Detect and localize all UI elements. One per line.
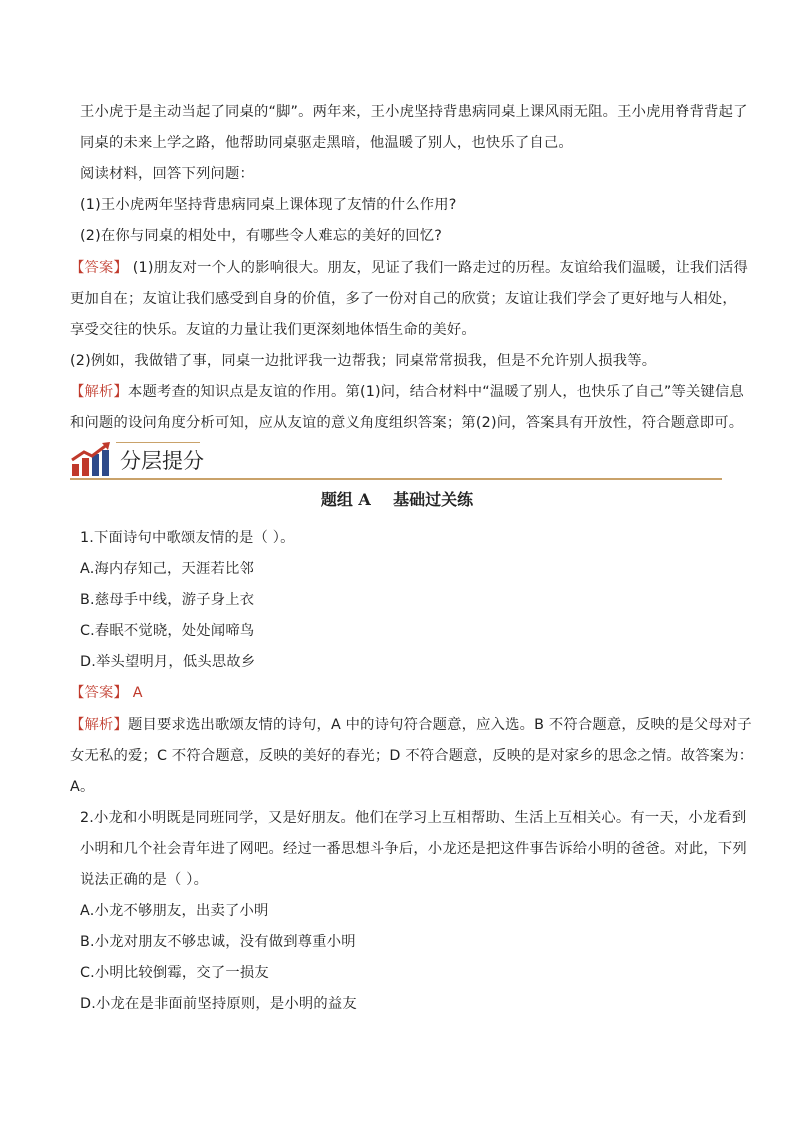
question-2-option-a: A.小龙不够朋友，出卖了小明 (80, 903, 269, 919)
reading-prompt: 阅读材料，回答下列问题： (80, 166, 254, 182)
sub-question-2: (2)在你与同桌的相处中，有哪些令人难忘的美好的回忆? (80, 228, 443, 244)
material-line-1: 王小虎于是主动当起了同桌的“脚”。两年来，王小虎坚持背患病同桌上课风雨无阻。王小虎用脊背背起了 (80, 104, 748, 120)
answer-text-1: (1)朋友对一个人的影响很大。朋友，见证了我们一路走过的历程。友谊给我们温暖，让我们活得 (128, 260, 748, 276)
answer-block-line-3: 享受交往的快乐。友谊的力量让我们更深刻地体悟生命的美好。 (70, 322, 476, 338)
answer-block-line-4: (2)例如，我做错了事，同桌一边批评我一边帮我；同桌常常损我，但是不允许别人损我等。 (70, 353, 657, 369)
question-1-option-c: C.春眠不觉晓，处处闻啼鸟 (80, 623, 255, 639)
question-1-option-b: B.慈母手中线，游子身上衣 (80, 592, 255, 608)
question-2-option-b: B.小龙对朋友不够忠诚，没有做到尊重小明 (80, 934, 356, 950)
question-2-option-c: C.小明比较倒霉，交了一损友 (80, 965, 269, 981)
q1-answer-value: A (128, 685, 143, 701)
question-2-stem-line-3: 说法正确的是（ ）。 (80, 872, 209, 888)
banner-top-rule (116, 442, 200, 443)
sub-question-1: (1)王小虎两年坚持背患病同桌上课体现了友情的什么作用? (80, 197, 457, 213)
banner-bottom-rule (70, 478, 722, 480)
answer-block-line-2: 更加自在；友谊让我们感受到自身的价值，多了一份对自己的欣赏；友谊让我们学会了更好地与人相处， (70, 291, 737, 307)
question-2-stem-line-2: 小明和几个社会青年进了网吧。经过一番思想斗争后，小龙还是把这件事告诉给小明的爸爸。对此，下列 (80, 841, 747, 857)
answer-tag: 【答案】 (70, 260, 128, 276)
analysis-block-line-1 (70, 382, 744, 402)
question-1-option-a: A.海内存知己，天涯若比邻 (80, 561, 254, 577)
answer-block-line-1 (70, 258, 748, 278)
group-title: 题组 A 基础过关练 (320, 490, 474, 509)
material-line-2: 同桌的未来上学之路，他帮助同桌驱走黑暗，他温暖了别人，也快乐了自己。 (80, 135, 573, 151)
question-2-stem-line-1: 2.小龙和小明既是同班同学，又是好朋友。他们在学习上互相帮助、生活上互相关心。有一天，小龙看到 (80, 810, 747, 826)
question-1-option-d: D.举头望明月，低头思故乡 (80, 654, 256, 670)
q1-answer-tag: 【答案】 (70, 685, 128, 701)
section-banner (70, 440, 722, 480)
analysis-block-line-2: 和问题的设问角度分析可知，应从友谊的意义角度组织答案；第(2)问，答案具有开放性，符合题意即可。 (70, 415, 744, 431)
question-2-option-d: D.小龙在是非面前坚持原则，是小明的益友 (80, 996, 357, 1012)
question-1-analysis-line-2: 女无私的爱；C 不符合题意，反映的美好的春光；D 不符合题意，反映的是对家乡的思念之情。故答案为： (70, 748, 754, 764)
question-1-analysis-line-1 (70, 715, 752, 735)
q1-analysis-text-1: 题目要求选出歌颂友情的诗句，A 中的诗句符合题意，应入选。B 不符合题意，反映的是父母对子 (128, 717, 752, 733)
q1-analysis-tag: 【解析】 (70, 717, 128, 733)
chart-growth-icon (70, 440, 116, 478)
analysis-text-1: 本题考查的知识点是友谊的作用。第(1)问，结合材料中“温暖了别人，也快乐了自己”等关键信息 (128, 384, 744, 400)
question-1-analysis-line-3: A。 (70, 779, 95, 795)
section-title: 分层提分 (120, 449, 204, 473)
question-1-stem: 1.下面诗句中歌颂友情的是（ ）。 (80, 530, 295, 546)
question-1-answer (70, 683, 143, 703)
analysis-tag: 【解析】 (70, 384, 128, 400)
